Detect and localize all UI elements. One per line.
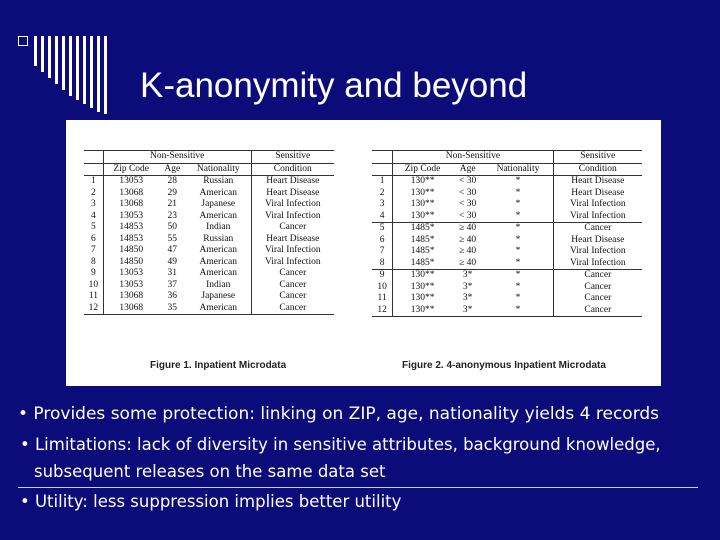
- table-row: [84, 234, 334, 246]
- table-row: [372, 270, 642, 282]
- row-index: 3: [84, 199, 103, 211]
- sensitive-header: Sensitive: [553, 151, 642, 164]
- nationality-cell: *: [515, 270, 521, 280]
- table-row: [372, 293, 642, 305]
- table-row: [84, 188, 334, 200]
- condition-cell: Heart Disease: [553, 176, 642, 188]
- table-row: [84, 303, 334, 315]
- table-row: [372, 176, 642, 188]
- zip-cell: 130**: [410, 270, 435, 280]
- row-index: 1: [372, 176, 393, 188]
- age-cell: 31: [167, 268, 178, 278]
- table-row: [372, 235, 642, 247]
- row-index: 10: [84, 280, 103, 292]
- age-cell: 35: [159, 303, 186, 315]
- condition-cell: Cancer: [553, 293, 642, 305]
- age-cell: 36: [167, 291, 178, 301]
- age-cell: 21: [167, 199, 178, 209]
- table-row: [372, 188, 642, 200]
- zip-cell: 14850: [119, 256, 144, 267]
- zip-cell: 1485*: [410, 223, 435, 233]
- non-sensitive-header: Non-Sensitive: [103, 151, 251, 164]
- row-index: 12: [84, 303, 103, 315]
- col-age: Age: [159, 163, 186, 176]
- inpatient-microdata-table: [84, 150, 334, 315]
- nationality-cell: *: [483, 258, 553, 270]
- condition-cell: Viral Infection: [553, 246, 642, 258]
- table-row: [84, 211, 334, 223]
- nationality-cell: Japanese: [201, 199, 236, 209]
- condition-cell: Viral Infection: [553, 258, 642, 270]
- age-cell: ≥ 40: [459, 246, 477, 256]
- age-cell: < 30: [452, 211, 483, 223]
- figure1-caption: Figure 1. Inpatient Microdata: [150, 360, 287, 371]
- condition-cell: Heart Disease: [251, 188, 334, 200]
- age-cell: < 30: [459, 199, 477, 209]
- nationality-cell: *: [483, 305, 553, 317]
- zip-cell: 130**: [410, 293, 435, 303]
- zip-cell: 130**: [410, 281, 435, 292]
- table-row: [372, 258, 642, 270]
- table-row: [372, 246, 642, 258]
- zip-cell: 1485*: [393, 258, 452, 270]
- age-cell: 50: [167, 222, 178, 232]
- nationality-cell: Indian: [206, 279, 231, 290]
- table-row: [84, 199, 334, 211]
- age-cell: 28: [167, 176, 178, 186]
- row-index: 7: [84, 245, 103, 257]
- age-cell: 3*: [462, 293, 473, 303]
- row-index: 5: [372, 223, 393, 235]
- age-cell: 3*: [452, 305, 483, 317]
- nationality-cell: *: [483, 211, 553, 223]
- nationality-cell: *: [515, 281, 521, 292]
- row-index: 7: [372, 246, 393, 258]
- condition-cell: Cancer: [251, 280, 334, 292]
- condition-cell: Cancer: [553, 282, 642, 294]
- condition-cell: Cancer: [251, 222, 334, 234]
- table-row: [84, 291, 334, 303]
- col-nationality: Nationality: [483, 163, 553, 176]
- condition-cell: Cancer: [251, 303, 334, 315]
- row-index: 4: [372, 211, 393, 223]
- age-cell: 49: [167, 256, 178, 267]
- age-cell: 47: [167, 245, 178, 255]
- table-row: [372, 199, 642, 211]
- condition-cell: Viral Infection: [251, 257, 334, 269]
- age-cell: 55: [167, 233, 178, 244]
- table-row: [84, 257, 334, 269]
- row-index: 2: [84, 188, 103, 200]
- zip-cell: 14850: [119, 245, 144, 255]
- nationality-cell: *: [515, 246, 521, 256]
- condition-cell: Viral Infection: [553, 211, 642, 223]
- table-row: [84, 222, 334, 234]
- zip-cell: 13068: [103, 303, 158, 315]
- row-index: 11: [84, 291, 103, 303]
- nationality-cell: *: [515, 293, 521, 303]
- condition-cell: Viral Infection: [251, 245, 334, 257]
- bullet-protection: • Provides some protection: linking on ZIP, age, nationality yields 4 records: [18, 404, 660, 424]
- zip-cell: 1485*: [410, 246, 435, 256]
- age-cell: < 30: [459, 187, 477, 198]
- nationality-cell: Japanese: [201, 291, 236, 301]
- condition-cell: Viral Infection: [251, 211, 334, 223]
- zip-cell: 130**: [393, 305, 452, 317]
- condition-cell: Heart Disease: [251, 234, 334, 246]
- non-sensitive-header: Non-Sensitive: [393, 151, 553, 164]
- table-row: [84, 280, 334, 292]
- condition-cell: Viral Infection: [553, 199, 642, 211]
- nationality-cell: American: [199, 210, 237, 221]
- row-index: 1: [84, 176, 103, 188]
- zip-cell: 13053: [119, 279, 144, 290]
- slide-title: K-anonymity and beyond: [140, 66, 528, 105]
- zip-cell: 13068: [119, 187, 144, 198]
- age-cell: ≥ 40: [452, 258, 483, 270]
- nationality-cell: American: [186, 303, 251, 315]
- nationality-cell: *: [515, 187, 521, 198]
- divider-line: [18, 487, 698, 488]
- row-index: 2: [372, 188, 393, 200]
- col-condition: Condition: [553, 163, 642, 176]
- row-index: 12: [372, 305, 393, 317]
- table-row: [372, 282, 642, 294]
- nationality-cell: *: [515, 199, 521, 209]
- col-zip: Zip Code: [393, 163, 452, 176]
- condition-cell: Viral Infection: [251, 199, 334, 211]
- zip-cell: 130**: [410, 176, 435, 186]
- zip-cell: 130**: [410, 199, 435, 209]
- condition-cell: Cancer: [251, 268, 334, 280]
- row-index: 8: [372, 258, 393, 270]
- zip-cell: 13053: [119, 176, 144, 186]
- nationality-cell: *: [515, 176, 521, 186]
- zip-cell: 130**: [410, 187, 435, 198]
- age-cell: 29: [167, 187, 178, 198]
- row-index: 6: [372, 235, 393, 247]
- table-row: [372, 305, 642, 317]
- row-index: 9: [372, 270, 393, 282]
- zip-cell: 13053: [119, 268, 144, 278]
- table-row: [84, 176, 334, 188]
- condition-cell: Heart Disease: [251, 176, 334, 188]
- zip-cell: 13068: [119, 291, 144, 301]
- nationality-cell: American: [199, 245, 237, 255]
- table-row: [372, 211, 642, 223]
- bullet-limitations-cont: subsequent releases on the same data set: [34, 462, 386, 481]
- col-age: Age: [452, 163, 483, 176]
- age-cell: ≥ 40: [459, 223, 477, 233]
- table-row: [84, 245, 334, 257]
- condition-cell: Cancer: [553, 223, 642, 235]
- age-cell: 3*: [462, 281, 473, 292]
- row-index: 11: [372, 293, 393, 305]
- zip-cell: 130**: [393, 211, 452, 223]
- nationality-cell: American: [199, 187, 237, 198]
- zip-cell: 14853: [119, 233, 144, 244]
- anonymous-microdata-table: [372, 150, 642, 317]
- nationality-cell: Indian: [206, 222, 231, 232]
- sensitive-header: Sensitive: [251, 151, 334, 164]
- figure-panel: [66, 120, 661, 386]
- table-row: [84, 268, 334, 280]
- row-index: 4: [84, 211, 103, 223]
- bullet-utility: • Utility: less suppression implies better utility: [20, 492, 402, 511]
- nationality-cell: American: [199, 256, 237, 267]
- figure2-caption: Figure 2. 4-anonymous Inpatient Microdata: [402, 360, 606, 371]
- condition-cell: Cancer: [553, 270, 642, 282]
- zip-cell: 1485*: [410, 234, 435, 245]
- zip-cell: 13053: [119, 210, 144, 221]
- col-nationality: Nationality: [186, 163, 251, 176]
- nationality-cell: *: [515, 223, 521, 233]
- col-zip: Zip Code: [103, 163, 158, 176]
- condition-cell: Cancer: [251, 291, 334, 303]
- corner-decoration: [12, 30, 142, 110]
- condition-cell: Cancer: [553, 305, 642, 317]
- row-index: 8: [84, 257, 103, 269]
- nationality-cell: Russian: [203, 176, 234, 186]
- nationality-cell: Russian: [203, 233, 234, 244]
- zip-cell: 14853: [119, 222, 144, 232]
- zip-cell: 13068: [119, 199, 144, 209]
- row-index: 10: [372, 282, 393, 294]
- condition-cell: Heart Disease: [553, 235, 642, 247]
- age-cell: 23: [167, 210, 178, 221]
- table-row: [372, 223, 642, 235]
- col-condition: Condition: [251, 163, 334, 176]
- age-cell: < 30: [459, 176, 477, 186]
- age-cell: 3*: [462, 270, 473, 280]
- row-index: 6: [84, 234, 103, 246]
- age-cell: ≥ 40: [459, 234, 477, 245]
- row-index: 5: [84, 222, 103, 234]
- age-cell: 37: [167, 279, 178, 290]
- row-index: 3: [372, 199, 393, 211]
- nationality-cell: *: [515, 234, 521, 245]
- condition-cell: Heart Disease: [553, 188, 642, 200]
- nationality-cell: American: [199, 268, 237, 278]
- row-index: 9: [84, 268, 103, 280]
- bullet-limitations: • Limitations: lack of diversity in sensitive attributes, background knowledge,: [20, 435, 661, 454]
